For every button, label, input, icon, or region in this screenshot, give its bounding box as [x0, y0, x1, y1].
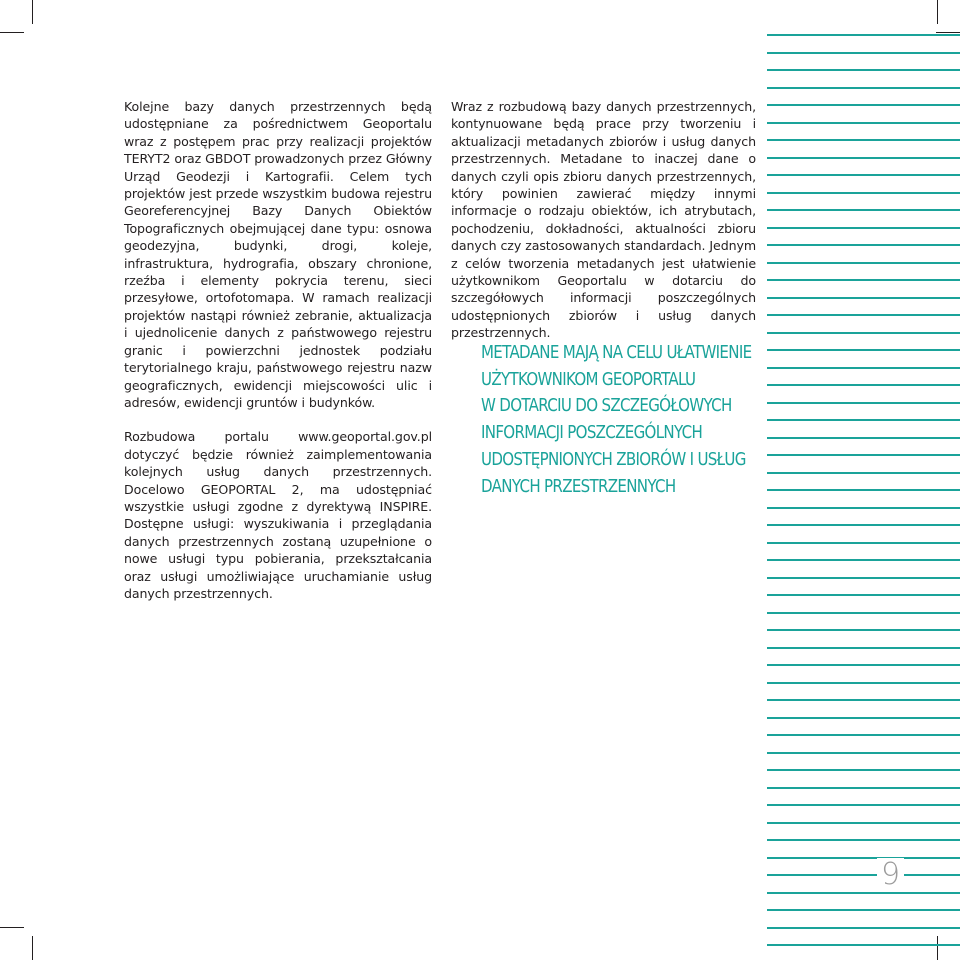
stripe-line [767, 874, 960, 876]
stripe-line [767, 542, 960, 544]
stripe-line [767, 699, 960, 701]
stripe-line [767, 402, 960, 404]
stripe-line [767, 577, 960, 579]
stripe-line [767, 629, 960, 631]
stripe-line [767, 52, 960, 54]
crop-mark-top-left [32, 0, 33, 24]
stripe-line [767, 682, 960, 684]
stripe-line [767, 34, 960, 36]
right-paragraph-1: Wraz z rozbudową bazy danych przestrzennych, kontynuowane będą prace przy tworzeniu i aktualizacji metadanych zbiorów i usług danych przestrzennych. Metadane to inaczej dane o danych czyli opis zbioru danych przestrzennych, który powinien zawierać między innymi informacje o rodzaju obiektów, ich atrybutach, pochodzeniu, dokładności, aktualności zbioru danych czy zastosowanych standardach. Jednym z celów tworzenia metadanych jest ułatwienie użytkownikom Geoportalu w dotarciu do szczegółowych informacji poszczególnych udostępnionych zbiorów i usług danych przestrzennych. [451, 99, 756, 341]
pull-quote [481, 340, 752, 500]
page-number: 9 [877, 858, 904, 892]
left-paragraph-1: Kolejne bazy danych przestrzennych będą udostępniane za pośrednictwem Geoportalu wraz z postępem prac przy realizacji projektów TERYT2 oraz GBDOT prowadzonych przez Główny Urząd Geodezji i Kartografii. Celem tych projektów jest przede wszystkim budowa rejestru Georeferencyjnej Bazy Danych Obiektów Topograficznych obejmującej dane typu: osnowa geodezyjna, budynki, drogi, koleje, infrastruktura, hydrografia, obszary chronione, rzeźba i elementy pokrycia terenu, sieci przesyłowe, ortofotomapa. W ramach realizacji projektów nastąpi również zebranie, aktualizacja i ujednolicenie danych z państwowego rejestru granic i powierzchni jednostek podziału terytorialnego kraju, państwowego rejestru nazw geograficznych, ewidencji miejscowości ulic i adresów, ewidencji gruntów i budynków. [124, 99, 432, 410]
stripe-line [767, 227, 960, 229]
stripe-line [767, 507, 960, 509]
pull-quote-line: UŻYTKOWNIKOM GEOPORTALU [481, 369, 696, 390]
stripe-line [767, 454, 960, 456]
stripe-line [767, 559, 960, 561]
stripe-line [767, 769, 960, 771]
stripe-line [767, 157, 960, 159]
stripe-line [767, 384, 960, 386]
stripe-line [767, 489, 960, 491]
stripe-line [767, 472, 960, 474]
stripe-line [767, 262, 960, 264]
stripe-line [767, 314, 960, 316]
stripe-line [767, 594, 960, 596]
stripe-line [767, 419, 960, 421]
stripe-line [767, 524, 960, 526]
stripe-line [767, 717, 960, 719]
stripe-line [767, 927, 960, 929]
stripe-line [767, 752, 960, 754]
stripe-line [767, 857, 960, 859]
stripe-line [767, 437, 960, 439]
crop-mark-left-bottom [0, 927, 24, 928]
stripe-line [767, 839, 960, 841]
crop-mark-bottom-left [32, 936, 33, 960]
pull-quote-line: UDOSTĘPNIONYCH ZBIORÓW I USŁUG [481, 449, 746, 470]
stripe-line [767, 332, 960, 334]
stripe-line [767, 367, 960, 369]
decorative-stripes [767, 30, 960, 960]
left-paragraph-2: Rozbudowa portalu www.geoportal.gov.pl dotyczyć będzie również zaimplementowania kolejnych usług danych przestrzennych. Docelowo GEOPORTAL 2, ma udostępniać wszystkie usługi zgodne z dyrektywą INSPIRE. Dostępne usługi: wyszukiwania i przeglądania danych przestrzennych zostaną uzupełnione o nowe usługi typu pobierania, przekształcania oraz usługi umożliwiające uruchamianie usług danych przestrzennych. [124, 429, 432, 601]
stripe-line [767, 822, 960, 824]
pull-quote-line: W DOTARCIU DO SZCZEGÓŁOWYCH [481, 396, 732, 417]
stripe-line [767, 104, 960, 106]
right-text-column [451, 98, 756, 342]
stripe-line [767, 297, 960, 299]
crop-mark-left-top [0, 32, 24, 33]
pull-quote-line: INFORMACJI POSZCZEGÓLNYCH [481, 423, 703, 444]
stripe-line [767, 244, 960, 246]
stripe-line [767, 787, 960, 789]
stripe-line [767, 87, 960, 89]
stripe-line [767, 944, 960, 946]
stripe-line [767, 664, 960, 666]
left-text-column [124, 98, 432, 602]
stripe-line [767, 909, 960, 911]
stripe-line [767, 69, 960, 71]
stripe-line [767, 209, 960, 211]
stripe-line [767, 279, 960, 281]
pull-quote-line: DANYCH PRZESTRZENNYCH [481, 476, 676, 497]
stripe-line [767, 349, 960, 351]
stripe-line [767, 734, 960, 736]
stripe-line [767, 139, 960, 141]
stripe-line [767, 192, 960, 194]
stripe-line [767, 612, 960, 614]
crop-mark-top-right [937, 0, 938, 24]
stripe-line [767, 804, 960, 806]
stripe-line [767, 892, 960, 894]
stripe-line [767, 174, 960, 176]
stripe-line [767, 647, 960, 649]
pull-quote-line: METADANE MAJĄ NA CELU UŁATWIENIE [481, 343, 752, 363]
stripe-line [767, 122, 960, 124]
